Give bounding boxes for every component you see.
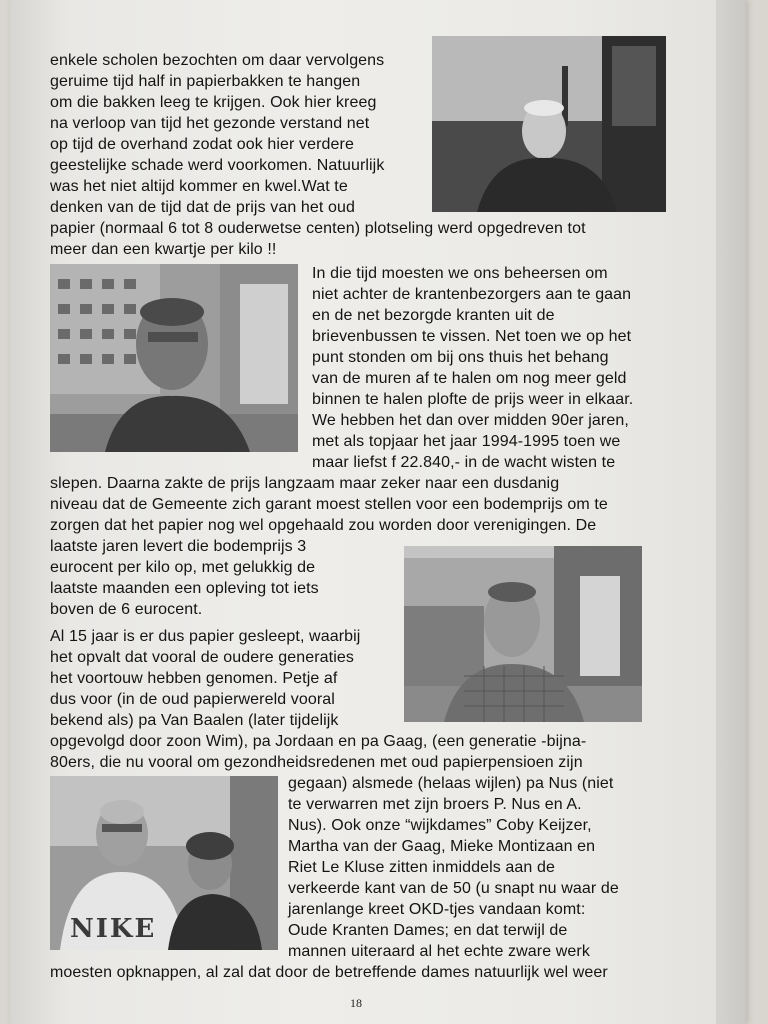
text-line: brievenbussen te vissen. Net toen we op het [312, 328, 632, 345]
text-line: geruime tijd half in papierbakken te hangen [50, 73, 361, 90]
photo-couple [50, 776, 278, 950]
text-line: opgevolgd door zoon Wim), pa Jordaan en pa Gaag, (een generatie -bijna- [50, 733, 587, 750]
text-line: jarenlange kreet OKD-tjes vandaan komt: [288, 901, 586, 918]
text-line: zorgen dat het papier nog wel opgehaald zou worden door verenigingen. De [50, 517, 597, 534]
text-line: boven de 6 eurocent. [50, 601, 203, 618]
text-line: punt stonden om bij ons thuis het behang [312, 349, 609, 366]
text-line: Martha van der Gaag, Mieke Montizaan en [288, 838, 596, 855]
text-line: eurocent per kilo op, met gelukkig de [50, 559, 316, 576]
text-line: na verloop van tijd het gezonde verstand net [50, 115, 370, 132]
shirt-text: NIKE [70, 914, 157, 944]
text-line: Nus). Ook onze “wijkdames” Coby Keijzer, [288, 817, 592, 834]
text-line: was het niet altijd kommer en kwel.Wat te [50, 178, 348, 195]
text-line: maar liefst f 22.840,- in de wacht wisten te [312, 454, 616, 471]
text-line: het opvalt dat vooral de oudere generaties [50, 649, 354, 666]
text-line: van de muren af te halen om nog meer geld [312, 370, 627, 387]
text-line: niveau dat de Gemeente zich garant moest stellen voor een bodemprijs om te [50, 496, 608, 513]
text-line: moesten opknappen, al zal dat door de betreffende dames natuurlijk wel weer [50, 964, 608, 981]
page-edge [716, 0, 746, 1024]
text-line: meer dan een kwartje per kilo !! [50, 241, 277, 258]
text-line: om die bakken leeg te krijgen. Ook hier kreeg [50, 94, 377, 111]
text-line: Riet Le Kluse zitten inmiddels aan de [288, 859, 555, 876]
text-line: niet achter de krantenbezorgers aan te gaan [312, 286, 632, 303]
page-number: 18 [350, 996, 362, 1010]
document-page [10, 0, 746, 1024]
text-line: gegaan) alsmede (helaas wijlen) pa Nus (niet [288, 775, 614, 792]
text-line: bekend als) pa Van Baalen (later tijdelijk [50, 712, 339, 729]
text-line: In die tijd moesten we ons beheersen om [312, 265, 608, 282]
text-line: geestelijke schade werd voorkomen. Natuurlijk [50, 157, 385, 174]
text-line: mannen uiteraard al het echte zware werk [288, 943, 590, 960]
text-line: denken van de tijd dat de prijs van het oud [50, 199, 355, 216]
text-line: laatste jaren levert die bodemprijs 3 [50, 538, 307, 555]
photo-man-glasses [50, 264, 298, 452]
text-line: en de net bezorgde kranten uit de [312, 307, 555, 324]
text-line: het voortouw hebben genomen. Petje af [50, 670, 338, 687]
text-line: 80ers, die nu vooral om gezondheidsredenen met oud papierpensioen zijn [50, 754, 583, 771]
text-line: dus voor (in de oud papierwereld vooral [50, 691, 335, 708]
text-line: We hebben het dan over midden 90er jaren, [312, 412, 629, 429]
text-line: slepen. Daarna zakte de prijs langzaam maar zeker naar een dusdanig [50, 475, 560, 492]
text-line: verkeerde kant van de 50 (u snapt nu waar de [288, 880, 619, 897]
text-line: binnen te halen plofte de prijs weer in elkaar. [312, 391, 634, 408]
text-line: te verwarren met zijn broers P. Nus en A. [288, 796, 582, 813]
text-line: op tijd de overhand zodat ook hier verdere [50, 136, 354, 153]
photo-man-balcony [404, 546, 642, 722]
photo-man-outdoors [432, 36, 666, 212]
text-line: enkele scholen bezochten om daar vervolgens [50, 52, 385, 69]
text-line: Oude Kranten Dames; en dat terwijl de [288, 922, 568, 939]
text-line: laatste maanden een opleving tot iets [50, 580, 319, 597]
text-line: papier (normaal 6 tot 8 ouderwetse centen) plotseling werd opgedreven tot [50, 220, 586, 237]
text-line: Al 15 jaar is er dus papier gesleept, waarbij [50, 628, 361, 645]
text-line: met als topjaar het jaar 1994-1995 toen we [312, 433, 621, 450]
